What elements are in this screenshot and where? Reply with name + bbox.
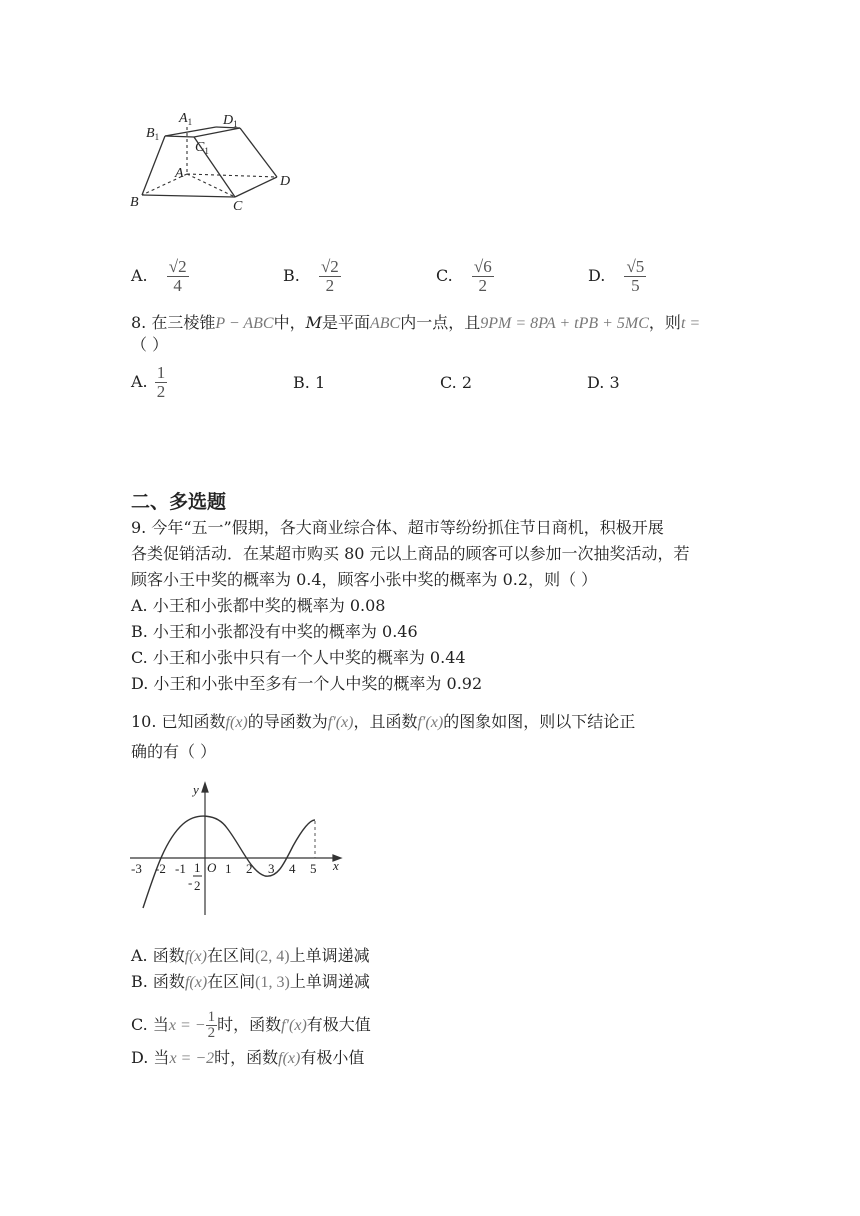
origin-label: O (207, 860, 217, 875)
q7-option-c[interactable] (436, 258, 494, 295)
option-letter: B. (283, 266, 300, 285)
edge-d1d (240, 128, 277, 177)
tick-half-sign: - (188, 875, 193, 890)
option-value: 3 (609, 373, 620, 392)
q10-option-a[interactable]: A. 函数f(x)在区间(2, 4)上单调递减 (131, 946, 370, 965)
option-letter: C. (436, 266, 453, 285)
tick-3: 3 (268, 861, 275, 876)
label-c: C (233, 199, 243, 212)
tick-neg1: -1 (175, 861, 186, 876)
q8-stem: 8. 在三棱锥P − ABC中，M是平面ABC内一点，且9PM = 8PA + tPB + 5MC，则t = (131, 313, 701, 332)
tick-neg2: -2 (155, 861, 166, 876)
edge-bc (142, 195, 235, 197)
tick-4: 4 (289, 861, 296, 876)
label-b1: $B_1$ (146, 126, 160, 142)
q8-option-b[interactable] (293, 372, 325, 394)
q9-option-c[interactable]: C. 小王和小张中只有一个人中奖的概率为 0.44 (131, 648, 466, 667)
tick-2: 2 (246, 861, 253, 876)
label-b: B (130, 195, 139, 210)
option-letter: D. (588, 266, 606, 285)
label-d: D (280, 174, 291, 189)
frustum-figure (125, 106, 300, 212)
q10-stem-line-2: 确的有（ ） (131, 742, 217, 761)
y-axis-label: y (193, 782, 199, 797)
option-letter: C. (440, 373, 457, 392)
fraction: $\frac{1}{2}$ (207, 1009, 216, 1041)
q9-stem-line-3: 顾客小王中奖的概率为 0.4，顾客小张中奖的概率为 0.2，则（ ） (131, 570, 598, 589)
section-heading: 二、多选题 (131, 491, 227, 513)
fraction: $\frac{√6}{2}$ (473, 257, 492, 295)
tick-half-den: 2 (194, 878, 201, 893)
q10-option-d[interactable]: D. 当x = −2时，函数f(x)有极小值 (131, 1048, 365, 1067)
q7-option-b[interactable] (283, 258, 341, 295)
q7-option-d[interactable] (588, 258, 646, 295)
fraction: $\frac{√5}{5}$ (626, 257, 645, 295)
tick-half-num: 1 (194, 860, 201, 875)
label-c1: $C_1$ (195, 140, 209, 156)
q9-option-d[interactable]: D. 小王和小张中至多有一个人中奖的概率为 0.92 (131, 674, 483, 693)
edge-b1c1 (165, 136, 194, 137)
option-value: 2 (461, 373, 473, 392)
q10-option-c[interactable]: C. 当x = − $\frac{1}{2}$ 时，函数f′(x)有极大值 (131, 1009, 371, 1041)
q7-option-a[interactable] (131, 258, 189, 295)
label-a: A (175, 166, 184, 181)
label-a1: $A_1$ (179, 111, 193, 127)
derivative-graph (125, 780, 350, 920)
option-letter: B. (293, 373, 310, 392)
q9-stem-line-1: 9. 今年“五一”假期，各大商业综合体、超市等纷纷抓住节日商机，积极开展 (131, 518, 664, 537)
option-letter: A. (131, 372, 148, 391)
q9-option-b[interactable]: B. 小王和小张都没有中奖的概率为 0.46 (131, 622, 418, 641)
edge-cd (235, 177, 277, 197)
q10-option-b[interactable]: B. 函数f(x)在区间(1, 3)上单调递减 (131, 972, 370, 991)
option-value: 1 (314, 373, 326, 392)
q8-option-c[interactable] (440, 372, 472, 394)
q8-option-a[interactable] (131, 364, 167, 401)
fraction: $\frac{√2}{4}$ (168, 257, 187, 295)
fraction: $\frac{√2}{2}$ (320, 257, 339, 295)
tick-1: 1 (225, 861, 232, 876)
option-letter: D. (587, 373, 605, 392)
option-letter: A. (131, 266, 148, 285)
q8-option-d[interactable] (587, 372, 620, 394)
q8-answer-paren: （ ） (131, 335, 169, 354)
label-d1: $D_1$ (223, 113, 238, 129)
q9-option-a[interactable]: A. 小王和小张都中奖的概率为 0.08 (131, 596, 386, 615)
q10-stem-line-1: 10. 已知函数f(x)的导函数为f′(x)，且函数f′(x)的图象如图，则以下结论正 (131, 712, 636, 731)
edge-b1b (142, 136, 165, 195)
q9-stem-line-2: 各类促销活动．在某超市购买 80 元以上商品的顾客可以参加一次抽奖活动，若 (131, 544, 690, 563)
x-axis-label: x (333, 858, 339, 873)
fraction: $\frac{1}{2}$ (156, 363, 166, 401)
y-axis-arrow (202, 783, 208, 792)
edge-ad (187, 174, 277, 177)
tick-5: 5 (310, 861, 317, 876)
tick-neg3: -3 (131, 861, 142, 876)
